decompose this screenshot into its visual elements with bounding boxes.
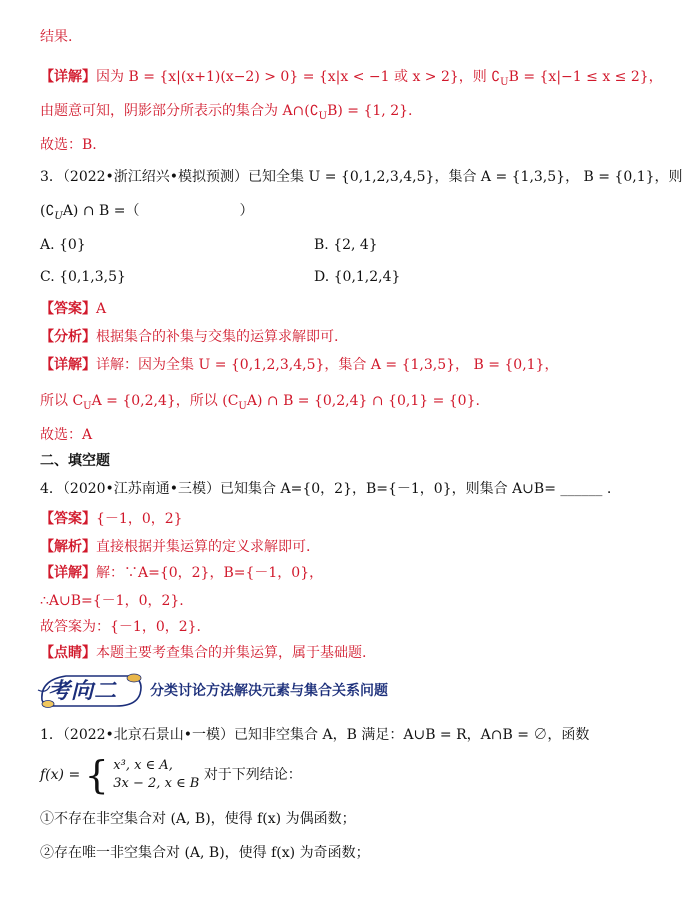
detail-tag: 【详解】 [40,69,96,85]
section-heading: 二、填空题 [40,453,110,469]
q4-note: 【点睛】本题主要考查集合的并集运算，属于基础题. [40,645,367,661]
question-4-stem: 4．（2020•江苏南通•三模）已知集合 A={0，2}，B={－1，0}，则集合 A∪B= ______ . [40,481,612,497]
so-line: 所以 $C_UA = \{0,2,4\}$，所以 $(C_UA)$ ∩ B = {0,2,4} ∩ {0,1} = {0}. [40,393,480,412]
problem-1-stem: 1．（2022•北京石景山•一模）已知非空集合 A，B 满足：A∪B = R，A∩B = ∅，函数 [40,727,590,743]
option-a: A. {0} [40,237,86,253]
detail-line-2: 由题意可知，阴影部分所表示的集合为 $A\cap(∁_UB) = \{1$, 2}. [40,103,413,122]
q4-analysis: 【解析】直接根据并集运算的定义求解即可. [40,539,311,555]
piecewise-function: f(x) = { x³, x ∈ A, 3x − 2, x ∈ B 对于下列结论： [40,753,302,797]
result-line: 结果. [40,29,73,45]
answer-line: 【答案】A [40,301,107,317]
q4-detail: 【详解】解：∵A={0，2}，B={－1，0}， [40,565,324,581]
banner-label: 考向二 [48,678,118,704]
option-b: B. {2, 4} [314,237,378,253]
option-c: C. {0,1,3,5} [40,269,126,285]
question-3-stem-2: $(∁_UA)$ ∩ B =（ ） [40,203,254,222]
analysis-line: 【分析】根据集合的补集与交集的运算求解即可. [40,329,339,345]
banner-title: 分类讨论方法解决元素与集合关系问题 [150,683,388,699]
conclusion-1: ①不存在非空集合对 (A, B)，使得 f(x) 为偶函数； [40,811,356,827]
brace-icon: { [84,753,109,797]
q4-then: ∴A∪B={－1，0，2}. [40,593,184,609]
detail-line-3: 【详解】详解：因为全集 U = {0,1,2,3,4,5}，集合 A = {1,3,5}， B = {0,1}， [40,357,559,373]
piecewise-cases: x³, x ∈ A, 3x − 2, x ∈ B [113,758,200,791]
topic-banner [36,670,596,710]
choice-line: 故选：B. [40,137,97,153]
conclusion-2: ②存在唯一非空集合对 (A, B)，使得 f(x) 为奇函数； [40,845,370,861]
question-3-stem: 3．（2022•浙江绍兴•模拟预测）已知全集 U = {0,1,2,3,4,5}，集合 A = {1,3,5}， B = {0,1}，则 [40,169,683,185]
q4-final: 故答案为：{－1，0，2}. [40,619,201,635]
option-d: D. {0,1,2,4} [314,269,401,285]
choice-line-3: 故选：A [40,427,93,443]
q4-answer: 【答案】{－1，0，2} [40,511,183,527]
detail-line-1: 【详解】因为 B = {x|(x+1)(x−2) > 0} = {x|x < −1 或 x > 2}，则 $∁_UB = \{x|-1 \le x \le 2\}$， [40,69,663,88]
